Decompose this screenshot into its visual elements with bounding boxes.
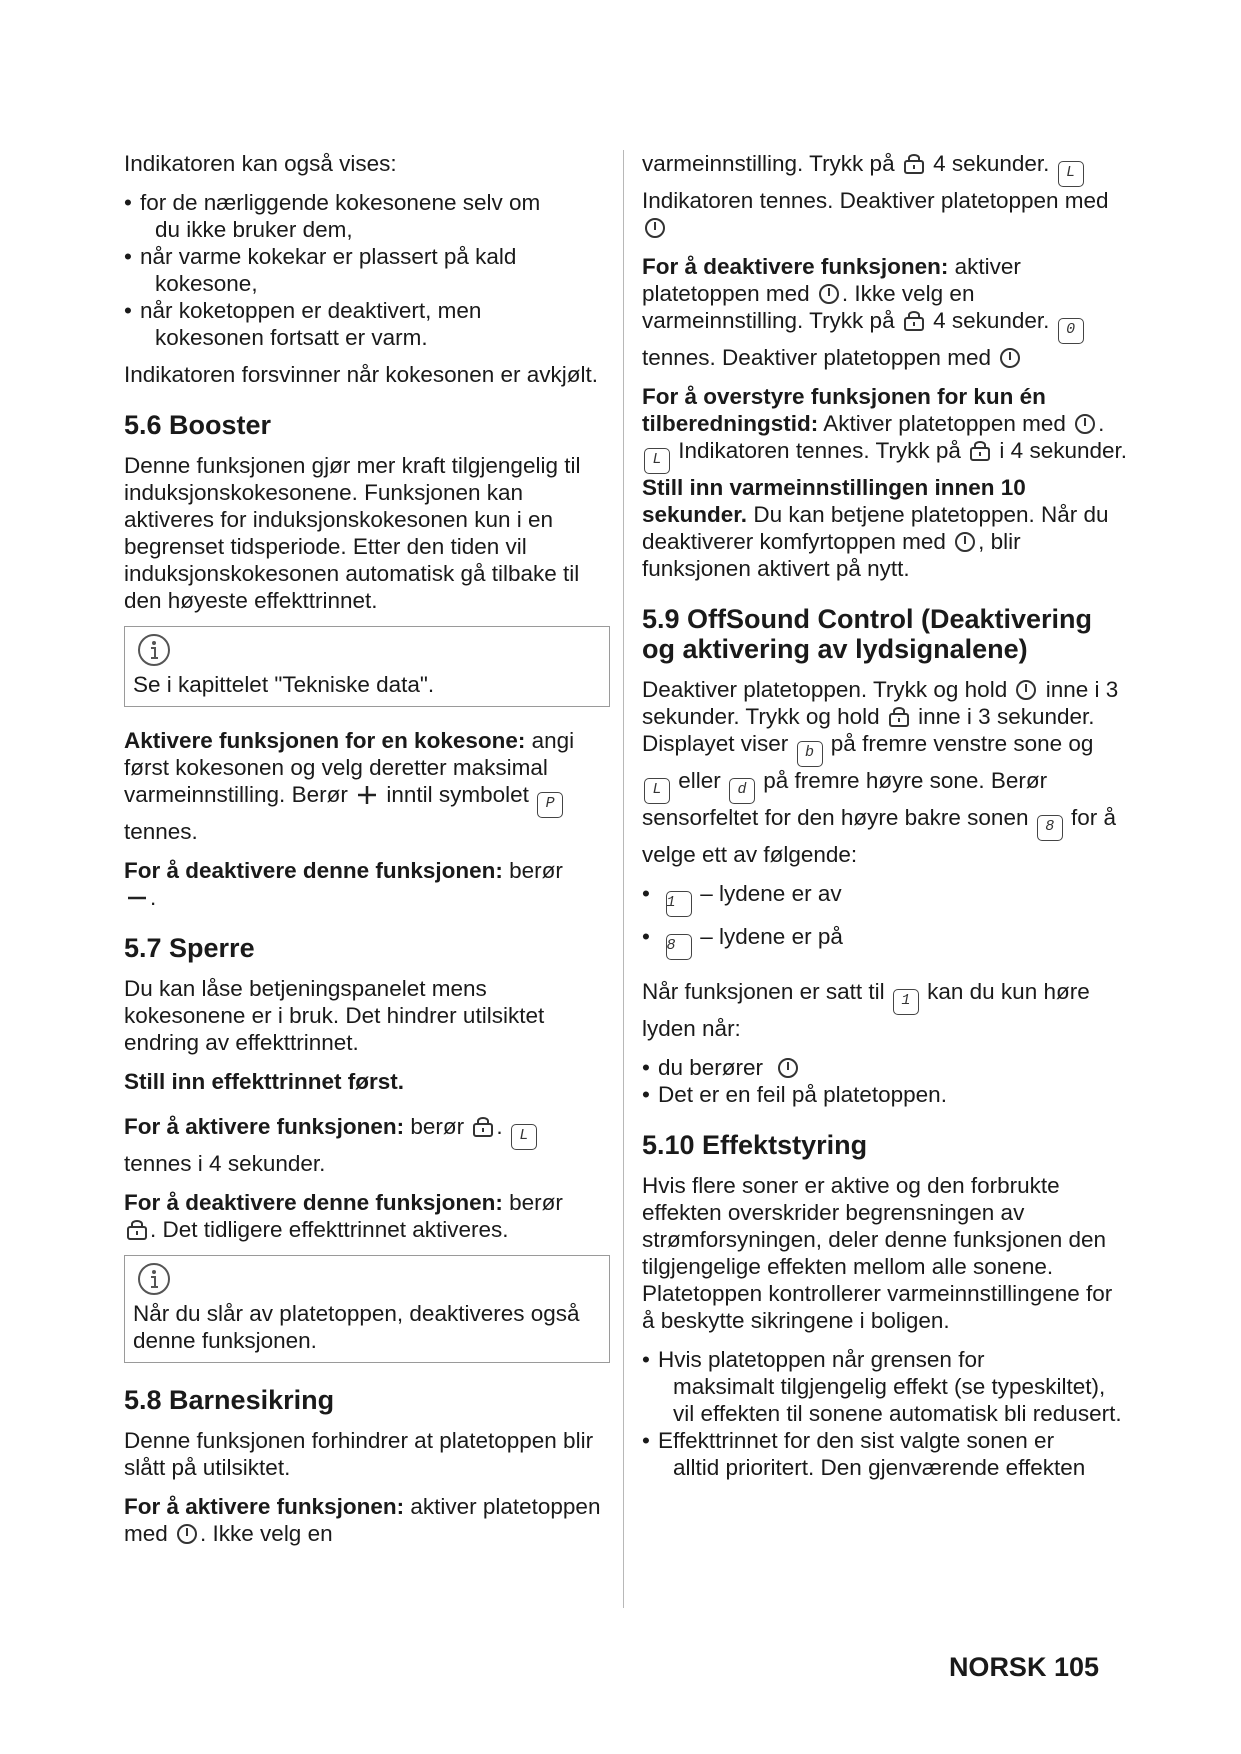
lock-icon bbox=[969, 440, 991, 462]
power-icon bbox=[818, 283, 840, 305]
child-lock-override: For å overstyre funksjonen for kun én tilberedningstid: Aktiver platetoppen med . L Indikatoren tennes. Trykk på i 4 sekunder. Still inn varmeinnstillingen innen 10 sekunder. Du kan betjene platetoppen. Når du deaktiverer komfyrtoppen med , blir funksjonen aktivert på nytt. bbox=[642, 384, 1128, 581]
child-lock-activate-cont: varmeinnstilling. Trykk på 4 sekunder. L Indikatoren tennes. Deaktiver platetoppen med bbox=[642, 150, 1128, 241]
indicator-list bbox=[124, 189, 610, 351]
list-item: • Det er en feil på platetoppen. bbox=[642, 1082, 947, 1107]
heading-offsound: 5.9 OffSound Control (Deaktivering og aktivering av lydsignalene) bbox=[642, 604, 1093, 664]
power-icon bbox=[1015, 679, 1037, 701]
heading-booster: 5.6 Booster bbox=[124, 410, 272, 440]
symbol-l: L bbox=[644, 778, 670, 804]
symbol-p: P bbox=[537, 792, 563, 818]
symbol-8: 8 bbox=[1037, 815, 1063, 841]
info-note-technical bbox=[124, 626, 610, 707]
symbol-1: 1 bbox=[666, 891, 692, 917]
booster-deactivate: For å deaktivere denne funksjonen: berør . bbox=[124, 858, 563, 910]
symbol-8: 8 bbox=[666, 934, 692, 960]
offsound-options bbox=[642, 880, 1128, 960]
symbol-0: 0 bbox=[1058, 318, 1084, 344]
power-icon bbox=[1074, 413, 1096, 435]
offsound-when-list bbox=[642, 1054, 1128, 1108]
lock-icon bbox=[126, 1219, 148, 1241]
minus-icon bbox=[126, 887, 148, 909]
plus-icon bbox=[356, 784, 378, 806]
symbol-1: 1 bbox=[893, 989, 919, 1015]
sperre-deactivate: For å deaktivere denne funksjonen: berør . Det tidligere effekttrinnet aktiveres. bbox=[124, 1190, 563, 1242]
power-icon bbox=[954, 531, 976, 553]
lock-icon bbox=[903, 310, 925, 332]
sperre-first: Still inn effekttrinnet først. bbox=[124, 1069, 405, 1094]
page-footer: NORSK 105 bbox=[948, 1652, 1099, 1682]
child-lock-deactivate: For å deaktivere funksjonen: aktiver platetoppen med . Ikke velg en varmeinnstilling. Trykk på 4 sekunder. 0 tennes. Deaktiver platetoppen med bbox=[642, 253, 1128, 371]
indicator-disappears: Indikatoren forsvinner når kokesonen er avkjølt. bbox=[124, 362, 598, 387]
booster-description: Denne funksjonen gjør mer kraft tilgjengelig til induksjonskokesonene. Funksjonen kan aktiveres for induksjonskokesonen kun i en begrenset tidsperiode. Etter den tiden vil induksjonskokesonen automatisk gå tilbake til den høyeste effekttrinnet. bbox=[124, 453, 581, 613]
info-note-sperre bbox=[124, 1255, 610, 1363]
list-item: • Effekttrinnet for den sist valgte sonen er alltid prioritert. Den gjenværende effekten bbox=[642, 1428, 1086, 1480]
heading-effektstyring: 5.10 Effektstyring bbox=[642, 1130, 868, 1160]
heading-barnesikring: 5.8 Barnesikring bbox=[124, 1385, 335, 1415]
sperre-description: Du kan låse betjeningspanelet mens kokesonene er i bruk. Det hindrer utilsiktet endring av effekttrinnet. bbox=[124, 976, 545, 1055]
note-text: Når du slår av platetoppen, deaktiveres også denne funksjonen. bbox=[133, 1301, 580, 1353]
lock-icon bbox=[888, 706, 910, 728]
info-icon bbox=[137, 633, 171, 667]
power-icon bbox=[644, 217, 666, 239]
power-icon bbox=[176, 1523, 198, 1545]
lock-icon bbox=[472, 1116, 494, 1138]
effektstyring-list bbox=[642, 1346, 1128, 1481]
left-column bbox=[124, 150, 610, 1559]
lock-icon bbox=[903, 153, 925, 175]
indicator-intro: Indikatoren kan også vises: bbox=[124, 151, 397, 176]
right-column bbox=[642, 150, 1128, 1493]
booster-activate: Aktivere funksjonen for en kokesone: angi først kokesonen og velg deretter maksimal varmeinnstilling. Berør inntil symbolet P tennes. bbox=[124, 728, 575, 844]
symbol-l: L bbox=[1058, 161, 1084, 187]
column-divider bbox=[623, 150, 624, 1608]
list-item: • når koketoppen er deaktivert, men kokesonen fortsatt er varm. bbox=[124, 298, 482, 350]
effektstyring-description: Hvis flere soner er aktive og den forbrukte effekten overskrider begrensningen av strømforsyningen, deler denne funksjonen den tilgjengelige effekten mellom alle sonene. Platetoppen kontrollerer varmeinnstillingene for å beskytte sikringene i boligen. bbox=[642, 1173, 1113, 1333]
list-item: • for de nærliggende kokesonene selv om du ikke bruker dem, bbox=[124, 190, 541, 242]
list-item: • du berører bbox=[642, 1054, 1128, 1081]
list-item: • Hvis platetoppen når grensen for maksimalt tilgjengelig effekt (se typeskiltet), vil effekten til sonene automatisk bli redusert. bbox=[642, 1347, 1122, 1426]
barnesikring-description: Denne funksjonen forhindrer at platetoppen blir slått på utilsiktet. bbox=[124, 1428, 594, 1480]
list-item: • 8 – lydene er på bbox=[642, 923, 1128, 960]
symbol-b: b bbox=[797, 741, 823, 767]
heading-sperre: 5.7 Sperre bbox=[124, 933, 255, 963]
info-icon bbox=[137, 1262, 171, 1296]
power-icon bbox=[777, 1057, 799, 1079]
sperre-activate: For å aktivere funksjonen: berør . L tennes i 4 sekunder. bbox=[124, 1113, 610, 1177]
list-item: • 1 – lydene er av bbox=[642, 880, 1128, 917]
note-text: Se i kapittelet "Tekniske data". bbox=[133, 672, 435, 697]
offsound-when: Når funksjonen er satt til 1 kan du kun høre lyden når: bbox=[642, 979, 1090, 1041]
power-icon bbox=[999, 347, 1021, 369]
symbol-l: L bbox=[511, 1124, 537, 1150]
list-item: • når varme kokekar er plassert på kald kokesone, bbox=[124, 244, 517, 296]
barnesikring-activate: For å aktivere funksjonen: aktiver platetoppen med . Ikke velg en bbox=[124, 1494, 601, 1546]
symbol-l: L bbox=[644, 448, 670, 474]
symbol-d: d bbox=[729, 778, 755, 804]
offsound-instructions: Deaktiver platetoppen. Trykk og hold inne i 3 sekunder. Trykk og hold inne i 3 sekunder. Displayet viser b på fremre venstre sone og L eller d på fremre høyre sone. Berør sensorfeltet for den høyre bakre sonen 8 for å velge ett av følgende: bbox=[642, 677, 1119, 867]
